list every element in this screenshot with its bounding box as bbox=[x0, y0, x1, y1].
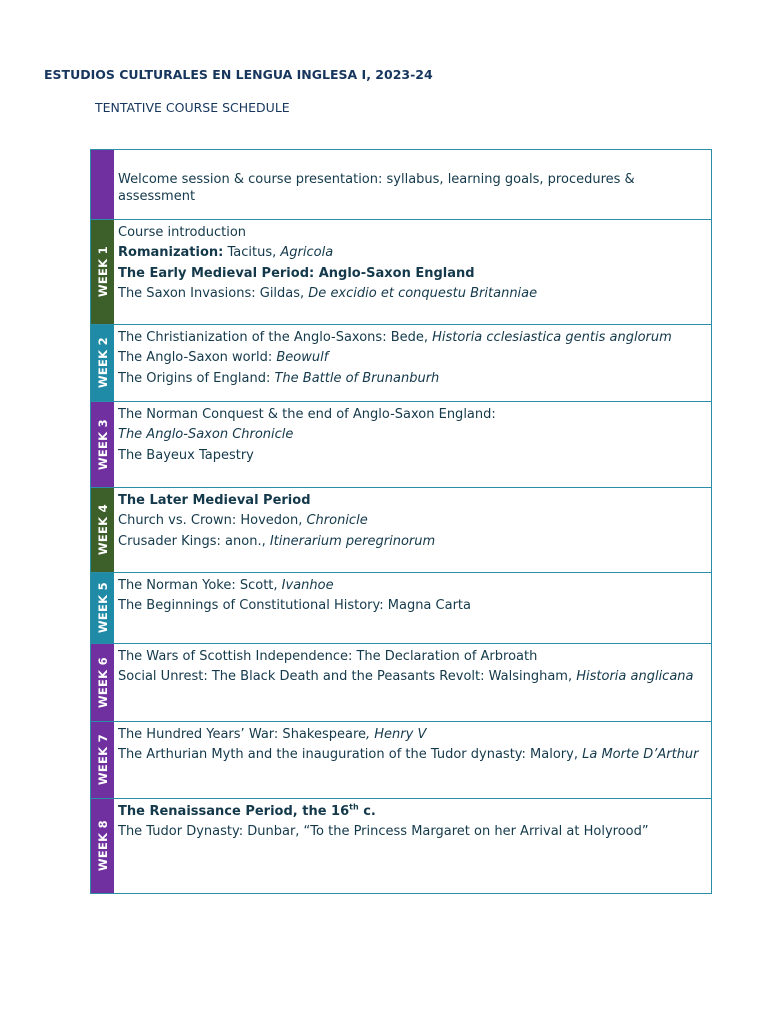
week-2-line-2-italic: Beowulf bbox=[276, 350, 329, 366]
week-2-cell bbox=[114, 325, 711, 401]
schedule-row-week-4 bbox=[91, 488, 711, 573]
week-7-cell bbox=[114, 722, 711, 798]
week-4-label: WEEK 4 bbox=[95, 504, 110, 556]
week-8-line-1-sup: th bbox=[349, 802, 359, 812]
intro-cell bbox=[114, 150, 711, 219]
week-3-line-3: The Bayeux Tapestry bbox=[118, 447, 254, 463]
week-2-line-1 bbox=[118, 328, 707, 348]
week-3-label: WEEK 3 bbox=[95, 418, 110, 471]
week-1-line-2-italic: Agricola bbox=[280, 245, 334, 261]
week-4-line-2-italic: Chronicle bbox=[306, 513, 368, 529]
week-7-line-1-text: The Hundred Years’ War: Shakespeare bbox=[118, 727, 367, 742]
week-2-line-1-text: The Christianization of the Anglo-Saxons: Bede, bbox=[118, 330, 433, 345]
week-6-cell bbox=[114, 644, 711, 721]
week-6-line-2-text: Social Unrest: The Black Death and the Peasants Revolt: Walsingham, bbox=[118, 669, 577, 685]
schedule-row-week-6 bbox=[91, 644, 711, 722]
week-6-band bbox=[91, 644, 114, 721]
week-1-band bbox=[91, 220, 114, 324]
schedule-row-week-7 bbox=[91, 722, 711, 799]
week-5-line-2: The Beginnings of Constitutional History: Magna Carta bbox=[118, 598, 471, 614]
week-2-line-2-text: The Anglo-Saxon world: bbox=[118, 350, 277, 366]
intro-band bbox=[91, 150, 114, 219]
week-6-line-2-italic: Historia anglicana bbox=[576, 669, 694, 685]
week-5-band bbox=[91, 573, 114, 643]
schedule-row-week-2 bbox=[91, 325, 711, 402]
week-1-line-2 bbox=[118, 243, 707, 263]
week-8-cell bbox=[114, 799, 711, 893]
week-4-line-1: The Later Medieval Period bbox=[118, 493, 311, 508]
week-7-band bbox=[91, 722, 114, 798]
document-title: ESTUDIOS CULTURALES EN LENGUA INGLESA I, 2023-24 bbox=[44, 67, 433, 82]
week-3-band bbox=[91, 402, 114, 487]
week-1-line-4 bbox=[118, 284, 707, 304]
week-7-line-2-text: The Arthurian Myth and the inauguration of the Tudor dynasty: Malory, bbox=[118, 747, 583, 763]
week-4-band bbox=[91, 488, 114, 572]
week-6-line-1: The Wars of Scottish Independence: The Declaration of Arbroath bbox=[118, 649, 538, 664]
schedule-row-week-8 bbox=[91, 799, 711, 893]
schedule-row-week-5 bbox=[91, 573, 711, 644]
week-7-line-1-italic: , Henry V bbox=[366, 727, 427, 742]
schedule-row-week-1 bbox=[91, 220, 711, 325]
week-8-line-1-bold: The Renaissance Period, the 16 bbox=[118, 804, 350, 819]
week-2-line-3-italic: The Battle of Brunanburh bbox=[274, 370, 440, 386]
document-subtitle: TENTATIVE COURSE SCHEDULE bbox=[95, 100, 290, 115]
week-4-cell bbox=[114, 488, 711, 572]
week-8-line-1 bbox=[118, 802, 707, 822]
week-8-label: WEEK 8 bbox=[95, 820, 110, 872]
week-5-cell bbox=[114, 573, 711, 643]
week-3-line-1: The Norman Conquest & the end of Anglo-Saxon England: bbox=[118, 407, 496, 422]
week-6-line-2 bbox=[118, 667, 707, 687]
week-2-line-3 bbox=[118, 369, 707, 389]
week-1-cell bbox=[114, 220, 711, 324]
week-8-band bbox=[91, 799, 114, 893]
week-3-line-2: The Anglo-Saxon Chronicle bbox=[118, 427, 294, 443]
week-1-label: WEEK 1 bbox=[95, 246, 110, 298]
schedule-row-intro bbox=[91, 150, 711, 220]
week-5-label: WEEK 5 bbox=[95, 582, 110, 634]
week-7-label: WEEK 7 bbox=[95, 734, 110, 786]
week-4-line-3-italic: Itinerarium peregrinorum bbox=[269, 533, 436, 549]
week-1-line-1: Course introduction bbox=[118, 225, 247, 240]
week-2-line-3-text: The Origins of England: bbox=[118, 370, 275, 386]
week-7-line-2-italic: La Morte D’Arthur bbox=[582, 747, 699, 763]
week-7-line-2 bbox=[118, 745, 707, 765]
intro-text: Welcome session & course presentation: syllabus, learning goals, procedures & assessment bbox=[118, 172, 635, 204]
week-1-line-3: The Early Medieval Period: Anglo-Saxon England bbox=[118, 265, 475, 281]
week-4-line-2 bbox=[118, 511, 707, 531]
week-5-line-1 bbox=[118, 576, 707, 596]
week-8-line-2: The Tudor Dynasty: Dunbar, “To the Princess Margaret on her Arrival at Holyrood” bbox=[118, 824, 649, 840]
week-8-line-1-bold-end: c. bbox=[358, 804, 376, 819]
week-2-line-2 bbox=[118, 348, 707, 368]
week-2-band bbox=[91, 325, 114, 401]
week-4-line-2-text: Church vs. Crown: Hovedon, bbox=[118, 513, 307, 529]
week-1-line-4-italic: De excidio et conquestu Britanniae bbox=[308, 285, 538, 301]
week-7-line-1 bbox=[118, 725, 707, 745]
week-3-cell bbox=[114, 402, 711, 487]
week-1-line-4-text: The Saxon Invasions: Gildas, bbox=[118, 285, 309, 301]
week-6-label: WEEK 6 bbox=[95, 656, 110, 709]
week-4-line-3 bbox=[118, 532, 707, 552]
week-1-line-2-bold: Romanization: bbox=[118, 245, 224, 261]
schedule-row-week-3 bbox=[91, 402, 711, 488]
week-2-line-1-italic: Historia cclesiastica gentis anglorum bbox=[432, 330, 672, 345]
week-1-line-2-text: Tacitus, bbox=[223, 245, 281, 261]
week-5-line-1-italic: Ivanhoe bbox=[281, 578, 334, 593]
week-2-label: WEEK 2 bbox=[95, 337, 110, 389]
week-4-line-3-text: Crusader Kings: anon., bbox=[118, 533, 270, 549]
week-5-line-1-text: The Norman Yoke: Scott, bbox=[118, 578, 282, 593]
schedule-table bbox=[90, 149, 712, 894]
